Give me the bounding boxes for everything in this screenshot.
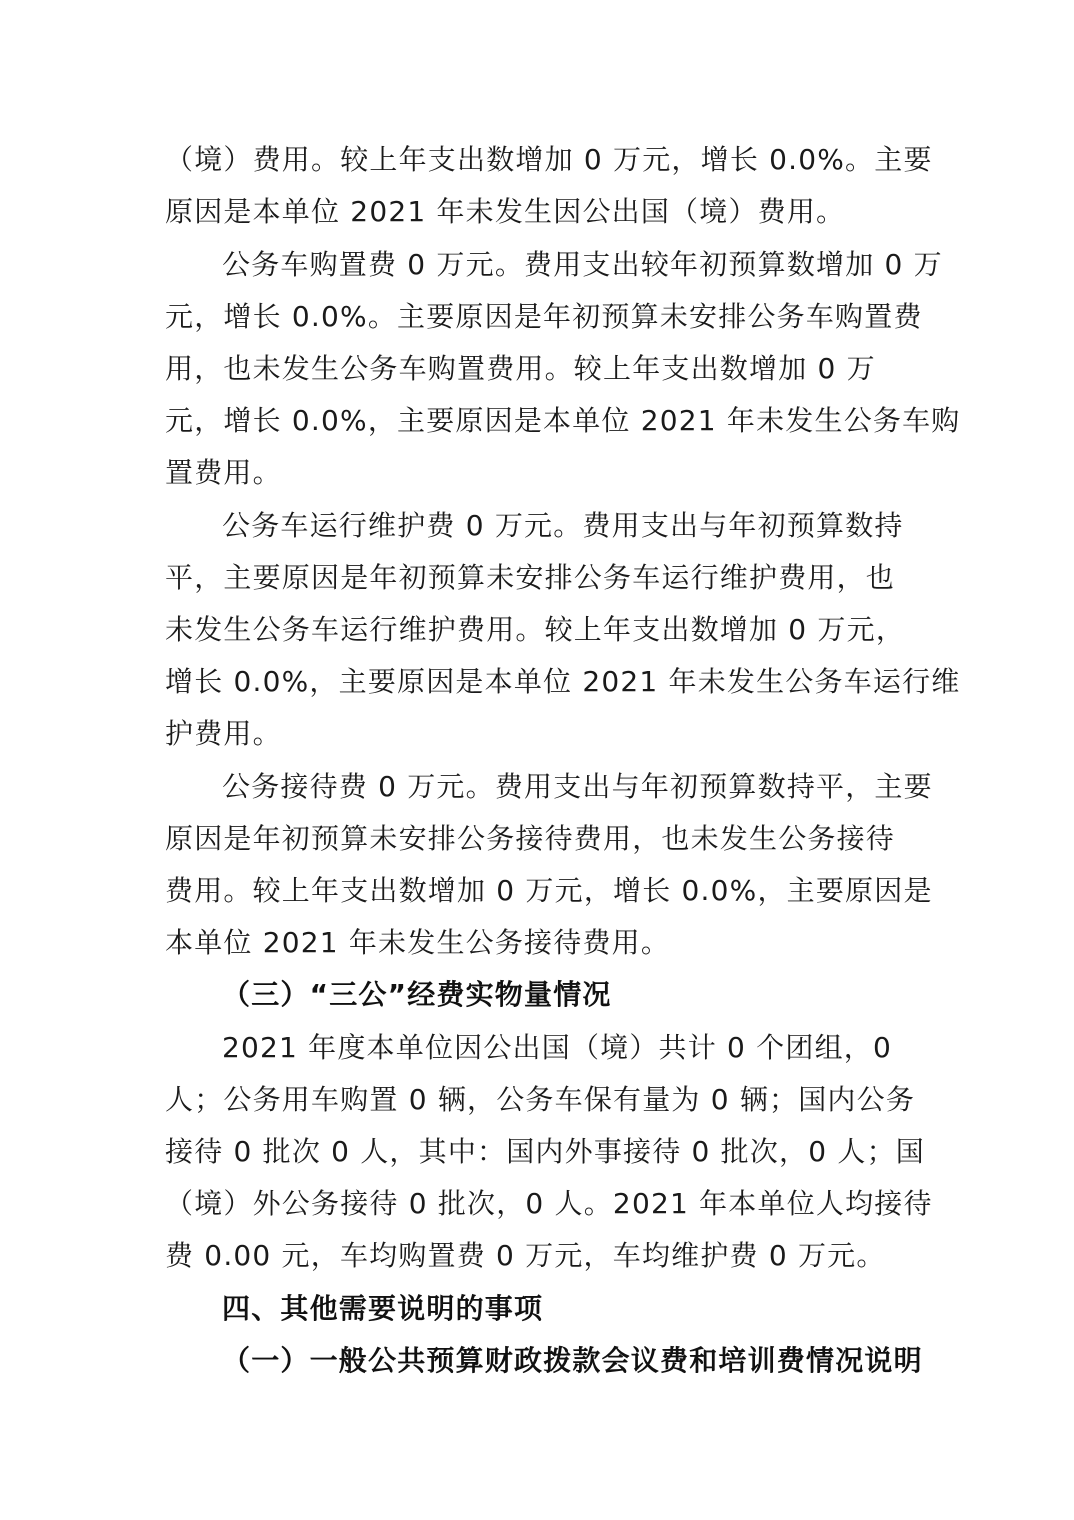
- section-heading-three-public: （三）“三公”经费实物量情况: [222, 978, 612, 1011]
- body-text-line: 元，增长 0.0%。主要原因是年初预算未安排公务车购置费: [165, 300, 923, 333]
- section-heading-other-matters: 四、其他需要说明的事项: [222, 1292, 544, 1325]
- body-text-line: 接待 0 批次 0 人，其中：国内外事接待 0 批次，0 人；国: [165, 1135, 925, 1168]
- body-text-line: 原因是年初预算未安排公务接待费用，也未发生公务接待: [165, 822, 896, 855]
- body-text-line: 护费用。: [165, 717, 282, 750]
- paragraph-start-line: 2021 年度本单位因公出国（境）共计 0 个团组，0: [222, 1031, 892, 1064]
- body-text-line: 置费用。: [165, 456, 282, 489]
- body-text-line: 费 0.00 元，车均购置费 0 万元，车均维护费 0 万元。: [165, 1239, 886, 1272]
- body-text-line: 原因是本单位 2021 年未发生因公出国（境）费用。: [165, 195, 846, 228]
- body-text-line: 费用。较上年支出数增加 0 万元，增长 0.0%，主要原因是: [165, 874, 933, 907]
- paragraph-start-line: 公务接待费 0 万元。费用支出与年初预算数持平，主要: [222, 770, 933, 803]
- body-text-line: 增长 0.0%，主要原因是本单位 2021 年未发生公务车运行维: [165, 665, 961, 698]
- body-text-line: 未发生公务车运行维护费用。较上年支出数增加 0 万元，: [165, 613, 906, 646]
- body-text-line: 本单位 2021 年未发生公务接待费用。: [165, 926, 671, 959]
- body-text-line: （境）外公务接待 0 批次，0 人。2021 年本单位人均接待: [165, 1187, 933, 1220]
- section-heading-meeting-training: （一）一般公共预算财政拨款会议费和培训费情况说明: [222, 1344, 923, 1377]
- body-text-line: 用，也未发生公务车购置费用。较上年支出数增加 0 万: [165, 352, 876, 385]
- body-text-line: 元，增长 0.0%，主要原因是本单位 2021 年未发生公务车购: [165, 404, 961, 437]
- paragraph-start-line: 公务车运行维护费 0 万元。费用支出与年初预算数持: [222, 509, 904, 542]
- body-text-line: 人；公务用车购置 0 辆，公务车保有量为 0 辆；国内公务: [165, 1083, 916, 1116]
- body-text-line: （境）费用。较上年支出数增加 0 万元，增长 0.0%。主要: [165, 143, 933, 176]
- paragraph-start-line: 公务车购置费 0 万元。费用支出较年初预算数增加 0 万: [222, 248, 943, 281]
- body-text-line: 平，主要原因是年初预算未安排公务车运行维护费用，也: [165, 561, 896, 594]
